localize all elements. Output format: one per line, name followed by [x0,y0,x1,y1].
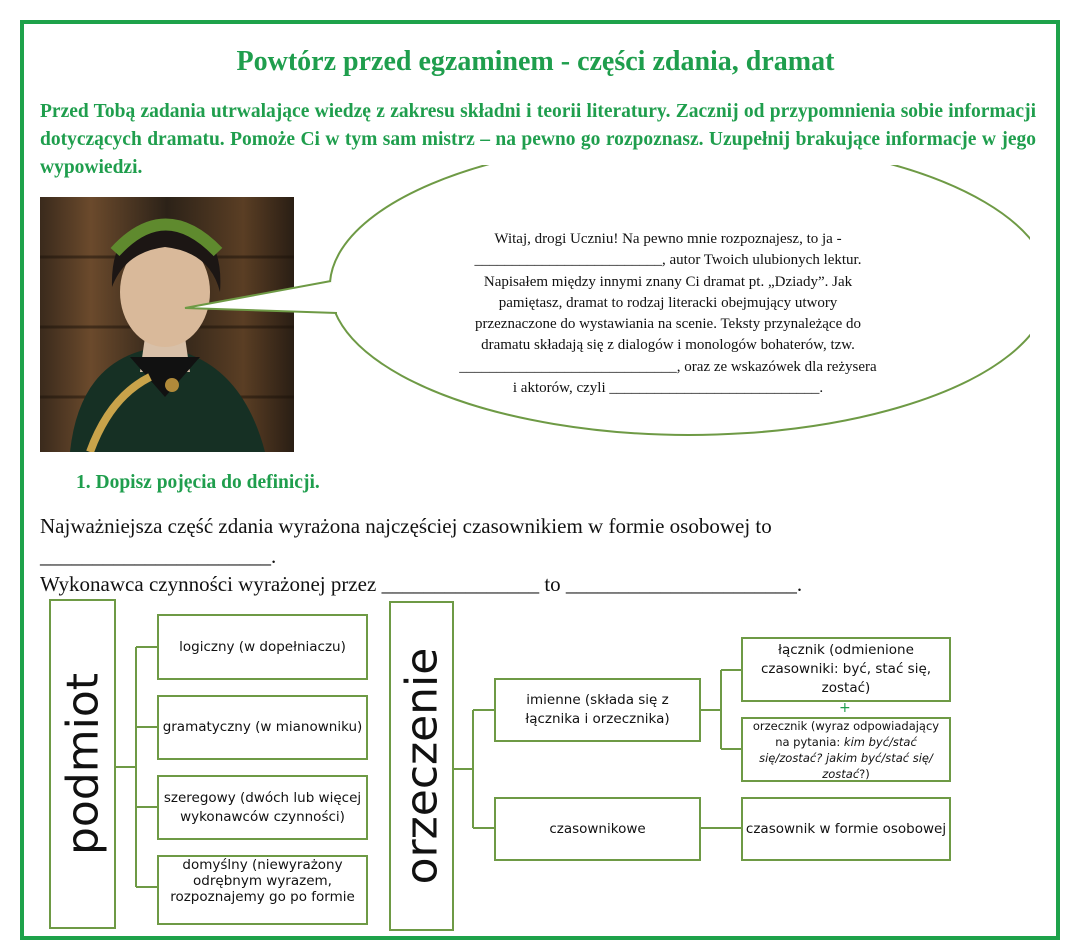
orzecznik-text: orzecznik (wyraz odpowiadający na pytania: [752,718,940,749]
orzecznik-text: ?) [859,766,870,781]
podmiot-type-box: szeregowy (dwóch lub więcej wykonawców czynności) [157,775,368,840]
lacznik-box: łącznik (odmienione czasowniki: być, stać się, zostać) [741,637,951,702]
orzecznik-question: kim być/stać się/zostać? [759,734,917,765]
orzeczenie-box [389,601,454,931]
czasownik-box: czasownik w formie osobowej [741,797,951,861]
exercise-line: Wykonawca czynności wyrażonej przez _______________ to ______________________. [40,572,803,596]
orzecznik-box [741,717,951,782]
speech-line: i aktorów, czyli ____________________________. [512,380,824,397]
speech-line: _________________________, autor Twoich ulubionych lektur. [474,252,862,269]
speech-line: _____________________________, oraz ze wskazówek dla reżysera [459,358,877,375]
plus-sign: + [839,700,851,716]
imienne-box: imienne (składa się z łącznika i orzecznika) [494,678,701,742]
intro-text: Przed Tobą zadania utrwalające wiedzę z zakresu składni i teorii literatury. Zacznij od przypomnienia sobie informacji dotyczących dramatu. Pomoże Ci w tym sam mistrz – na pewno go rozpoznasz. Uzupełnij brakujące informacje w jego wypowiedzi. [40,101,1036,178]
speech-line: Witaj, drogi Uczniu! Na pewno mnie rozpoznajesz, to ja - [494,231,842,247]
exercise-blank: ______________________. [40,544,277,568]
podmiot-label: podmiot [57,672,108,856]
speech-line: Napisałem między innymi znany Ci dramat pt. „Dziady”. Jak [483,273,853,290]
page-title: Powtórz przed egzaminem - części zdania, dramat [236,46,835,77]
speech-line: pamiętasz, dramat to rodzaj literacki obejmujący utwory [498,294,838,311]
speech-line: dramatu składają się z dialogów i monologów bohaterów, tzw. [481,337,855,354]
orzecznik-question: jakim być/stać się/ zostać [822,750,933,781]
podmiot-type-box: gramatyczny (w mianowniku) [157,695,368,760]
exercise-heading: 1. Dopisz pojęcia do definicji. [76,472,320,493]
exercise-line: Najważniejsza część zdania wyrażona najczęściej czasownikiem w formie osobowej to [40,514,772,538]
speech-line: przeznaczone do wystawiania na scenie. Teksty przynależące do [475,316,861,333]
orzeczenie-label: orzeczenie [396,647,447,885]
podmiot-type-box: domyślny (niewyrażony odrębnym wyrazem, rozpoznajemy go po formie [157,855,368,925]
podmiot-type-box: logiczny (w dopełniaczu) [157,614,368,680]
czasownikowe-box: czasownikowe [494,797,701,861]
podmiot-box [49,599,116,929]
